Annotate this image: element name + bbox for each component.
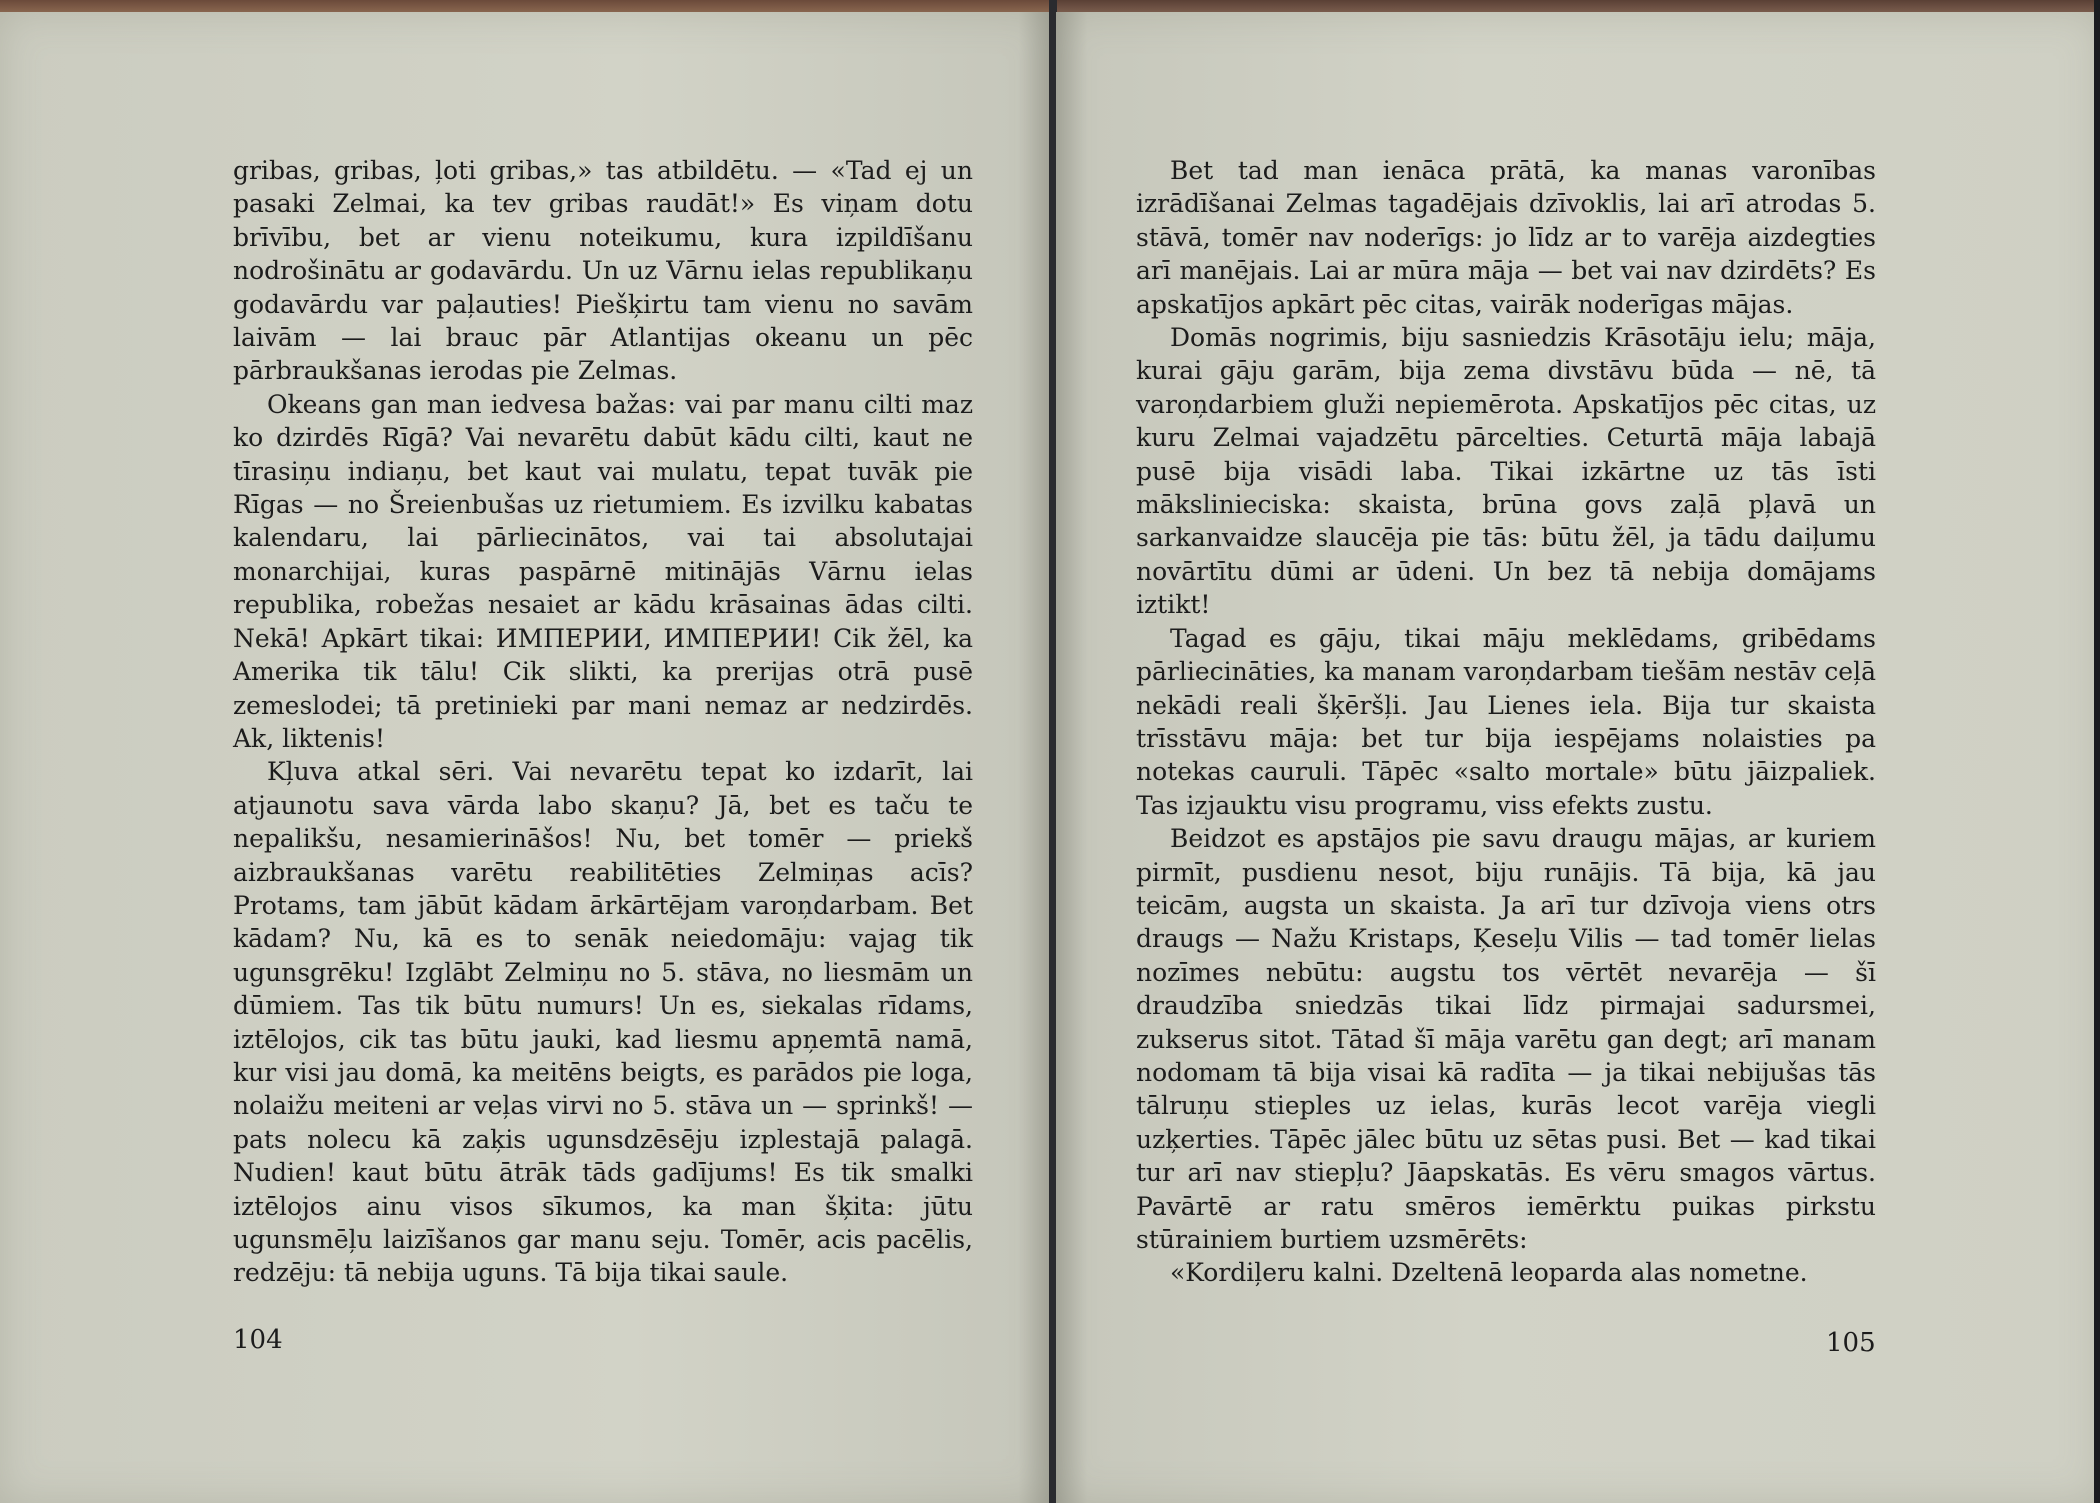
right-page [1056, 12, 2100, 1503]
paragraph: Bet tad man ienāca prātā, ka manas varonības izrādīšanai Zelmas tagadējais dzīvoklis, lai arī atrodas 5. stāvā, tomēr nav noderīgs: jo līdz ar to varēja aizdegties arī manējais. Lai ar mūra māja — bet vai nav dzirdēts? Es apskatījos apkārt pēc citas, vairāk noderīgas mājas. [1136, 156, 1876, 319]
paragraph: «Kordiļeru kalni. Dzeltenā leoparda alas nometne. [1170, 1258, 1808, 1288]
paragraph: gribas, gribas, ļoti gribas,» tas atbildētu. — «Tad ej un pasaki Zelmai, ka tev gribas raudāt!» Es viņam dotu brīvību, bet ar vienu noteikumu, kura izpildīšanu nodrošinātu ar godavārdu. Un uz Vārnu ielas republikaņu godavārdu var paļauties! Piešķirtu tam vienu no savām laivām — lai brauc pār Atlantijas okeanu un pēc pārbraukšanas ierodas pie Zelmas. [233, 156, 973, 386]
right-page-text [1136, 154, 1876, 1290]
page-number: 104 [233, 1325, 283, 1355]
paragraph: Kļuva atkal sēri. Vai nevarētu tepat ko izdarīt, lai atjaunotu sava vārda labo skaņu? Jā, bet es taču te nepalikšu, nesamierināšos! Nu, bet tomēr — priekš aizbraukšanas varētu reabilitēties Zelmiņas acīs? Protams, tam jābūt kādam ārkārtējam varoņdarbam. Bet kādam? Nu, kā es to senāk neiedomāju: vajag tik ugunsgrēku! Izglābt Zelmiņu no 5. stāva, no liesmām un dūmiem. Tas tik būtu numurs! Un es, siekalas rīdams, iztēlojos, cik tas būtu jauki, kad liesmu apņemtā namā, kur visi jau domā, ka meitēns beigts, es parādos pie loga, nolaižu meiteni ar veļas virvi no 5. stāva un — sprinkš! — pats nolecu kā zaķis ugunsdzēsēju izplestajā palagā. Nudien! kaut būtu ātrāk tāds gadījums! Es tik smalki iztēlojos ainu visos sīkumos, ka man šķita: jūtu ugunsmēļu laizīšanos gar manu seju. Tomēr, acis pacēlis, redzēju: tā nebija uguns. Tā bija tikai saule. [233, 757, 973, 1288]
paragraph: Domās nogrimis, biju sasniedzis Krāsotāju ielu; māja, kurai gāju garām, bija zema divstāvu būda — nē, tā varoņdarbiem gluži nepiemērota. Apskatījos pēc citas, uz kuru Zelmai vajadzētu pārcelties. Ceturtā māja labajā pusē bija visādi laba. Tikai izkārtne uz tās īsti mākslinieciska: skaista, brūna govs zaļā pļavā un sarkanvaidze slaucēja pie tās: būtu žēl, ja tādu daiļumu novārtītu dūmi ar ūdeni. Un bez tā nebija domājams iztikt! [1136, 323, 1876, 620]
left-page-text [233, 154, 973, 1290]
left-page [0, 12, 1050, 1503]
scan-edge [2094, 0, 2100, 1503]
paragraph: Beidzot es apstājos pie savu draugu mājas, ar kuriem pirmīt, pusdienu nesot, biju runājis. Tā bija, kā jau teicām, augsta un skaista. Ja arī tur dzīvoja viens otrs draugs — Nažu Kristaps, Ķeseļu Vilis — tad tomēr lielas nozīmes nebūtu: augstu tos vērtēt nevarēja — šī draudzība sniedzās tikai līdz pirmajai sadursmei, zukserus sitot. Tātad šī māja varētu gan degt; arī manam nodomam tā bija visai kā radīta — ja tikai nebijušas tās tālruņu stieples uz ielas, kurās lecot varēja viegli uzķerties. Tāpēc jālec būtu uz sētas pusi. Bet — kad tikai tur arī nav stiepļu? Jāapskatās. Es vēru smagos vārtus. Pavārtē ar ratu smēros iemērktu puikas pirkstu stūrainiem burtiem uzsmērēts: [1136, 824, 1876, 1254]
page-number: 105 [1826, 1328, 1876, 1358]
paragraph: Tagad es gāju, tikai māju meklēdams, gribēdams pārliecināties, ka manam varoņdarbam tiešām nestāv ceļā nekādi reali šķēršļi. Jau Lienes iela. Bija tur skaista trīsstāvu māja: bet tur bija iespējams nolaisties pa notekas cauruli. Tāpēc «salto mortale» būtu jāizpaliek. Tas izjauktu visu programu, viss efekts zustu. [1136, 623, 1876, 820]
paragraph: Okeans gan man iedvesa bažas: vai par manu cilti maz ko dzirdēs Rīgā? Vai nevarētu dabūt kādu cilti, kaut ne tīrasiņu indiaņu, bet kaut vai mulatu, tepat tuvāk pie Rīgas — no Šreienbušas uz rietumiem. Es izvilku kabatas kalendaru, lai pārliecinātos, vai tai absolutajai monarchijai, kuras paspārnē mitinājās Vārnu ielas republika, robežas nesaiet ar kādu krāsainas ādas cilti. Nekā! Apkārt tikai: ИМПЕРИИ, ИМПЕРИИ! Cik žēl, ka Amerika tik tālu! Cik slikti, ka prerijas otrā pusē zemeslodei; tā pretinieki par mani nemaz ar nedzirdēs. Ak, liktenis! [233, 389, 973, 753]
